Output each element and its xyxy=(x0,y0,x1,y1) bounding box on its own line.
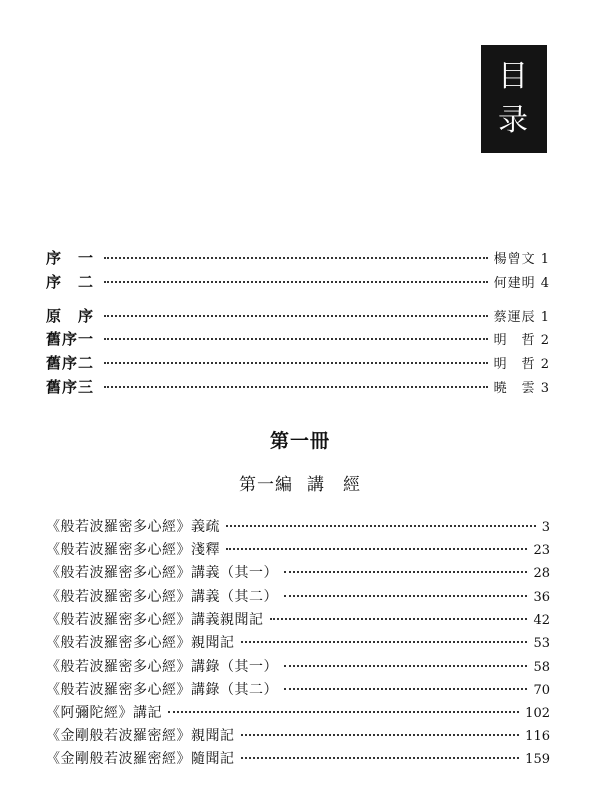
toc-entry-page: 70 xyxy=(533,683,550,698)
toc-entry-label: 序 二 xyxy=(46,273,95,291)
toc-entry-label: 《金剛般若波羅密經》親聞記 xyxy=(46,728,235,744)
toc-entry-label: 舊序二 xyxy=(46,354,95,372)
toc-entry[interactable] xyxy=(46,725,550,745)
toc-entry[interactable] xyxy=(46,748,550,768)
toc-entry-page: 何建明 4 xyxy=(493,276,550,291)
toc-entry[interactable] xyxy=(46,656,550,676)
volume-title: 第一冊 xyxy=(269,430,330,452)
dot-leader xyxy=(241,734,520,736)
toc-entry[interactable] xyxy=(46,632,550,652)
toc-entry-label: 《般若波羅密多心經》義疏 xyxy=(46,519,220,535)
toc-entry-page: 明 哲 2 xyxy=(493,357,550,372)
dot-leader xyxy=(168,711,519,713)
dot-leader xyxy=(104,338,488,340)
toc-entry-page: 53 xyxy=(533,636,550,651)
toc-entry[interactable] xyxy=(46,562,550,582)
toc-entry-original-preface[interactable] xyxy=(46,305,550,326)
toc-entry-label: 《般若波羅密多心經》講義（其一） xyxy=(46,565,278,581)
dot-leader xyxy=(284,571,527,573)
toc-entry-label: 《般若波羅密多心經》講錄（其一） xyxy=(46,659,278,675)
part-number: 第一編 xyxy=(239,475,293,495)
toc-entry-label: 《般若波羅密多心經》親聞記 xyxy=(46,635,235,651)
toc-entry-page: 3 xyxy=(541,520,550,535)
dot-leader xyxy=(104,281,488,283)
toc-entry-preface-1[interactable] xyxy=(46,247,550,268)
toc-entry-page: 明 哲 2 xyxy=(493,333,550,348)
toc-entry-label: 《般若波羅密多心經》淺釋 xyxy=(46,542,220,558)
toc-entry[interactable] xyxy=(46,586,550,606)
toc-entry-label: 《般若波羅密多心經》講義親聞記 xyxy=(46,612,264,628)
toc-entry-label: 《金剛般若波羅密經》隨聞記 xyxy=(46,751,235,767)
toc-entry-label: 序 一 xyxy=(46,249,95,267)
dot-leader xyxy=(284,595,527,597)
toc-entry[interactable] xyxy=(46,516,550,536)
dot-leader xyxy=(226,548,527,550)
dot-leader xyxy=(241,757,520,759)
toc-entry-page: 58 xyxy=(533,660,550,675)
dot-leader xyxy=(284,665,527,667)
dot-leader xyxy=(104,315,488,317)
part-heading xyxy=(0,470,600,495)
toc-entry-page: 36 xyxy=(533,590,550,605)
toc-entry-page: 116 xyxy=(525,729,550,744)
toc-entry-old-preface-2[interactable] xyxy=(46,352,550,373)
toc-entry-page: 159 xyxy=(525,752,550,767)
toc-entry-label: 《般若波羅密多心經》講錄（其二） xyxy=(46,682,278,698)
toc-entry-page: 42 xyxy=(533,613,550,628)
toc-entry[interactable] xyxy=(46,702,550,722)
toc-entry-old-preface-3[interactable] xyxy=(46,376,550,397)
dot-leader xyxy=(226,525,536,527)
toc-entry[interactable] xyxy=(46,679,550,699)
toc-entry-label: 舊序三 xyxy=(46,378,95,396)
toc-entry[interactable] xyxy=(46,609,550,629)
toc-entry-old-preface-1[interactable] xyxy=(46,328,550,349)
toc-entry-page: 28 xyxy=(533,566,550,581)
toc-title-char-1: 目 xyxy=(498,59,530,94)
toc-entry-page: 曉 雲 3 xyxy=(493,381,550,396)
dot-leader xyxy=(270,618,528,620)
dot-leader xyxy=(104,386,488,388)
toc-entry[interactable] xyxy=(46,539,550,559)
toc-entry-page: 楊曾文 1 xyxy=(493,252,550,267)
part-name: 講 經 xyxy=(307,475,361,495)
dot-leader xyxy=(104,362,488,364)
toc-entry-page: 23 xyxy=(533,543,550,558)
dot-leader xyxy=(104,257,488,259)
toc-entry-preface-2[interactable] xyxy=(46,271,550,292)
toc-entry-page: 102 xyxy=(525,706,550,721)
toc-title-char-2: 录 xyxy=(498,103,530,138)
toc-entry-label: 《阿彌陀經》講記 xyxy=(46,705,162,721)
toc-entry-label: 原 序 xyxy=(46,307,95,325)
toc-entry-page: 蔡運辰 1 xyxy=(493,310,550,325)
toc-entry-label: 《般若波羅密多心經》講義（其二） xyxy=(46,589,278,605)
dot-leader xyxy=(241,641,528,643)
toc-entry-label: 舊序一 xyxy=(46,330,95,348)
dot-leader xyxy=(284,688,527,690)
